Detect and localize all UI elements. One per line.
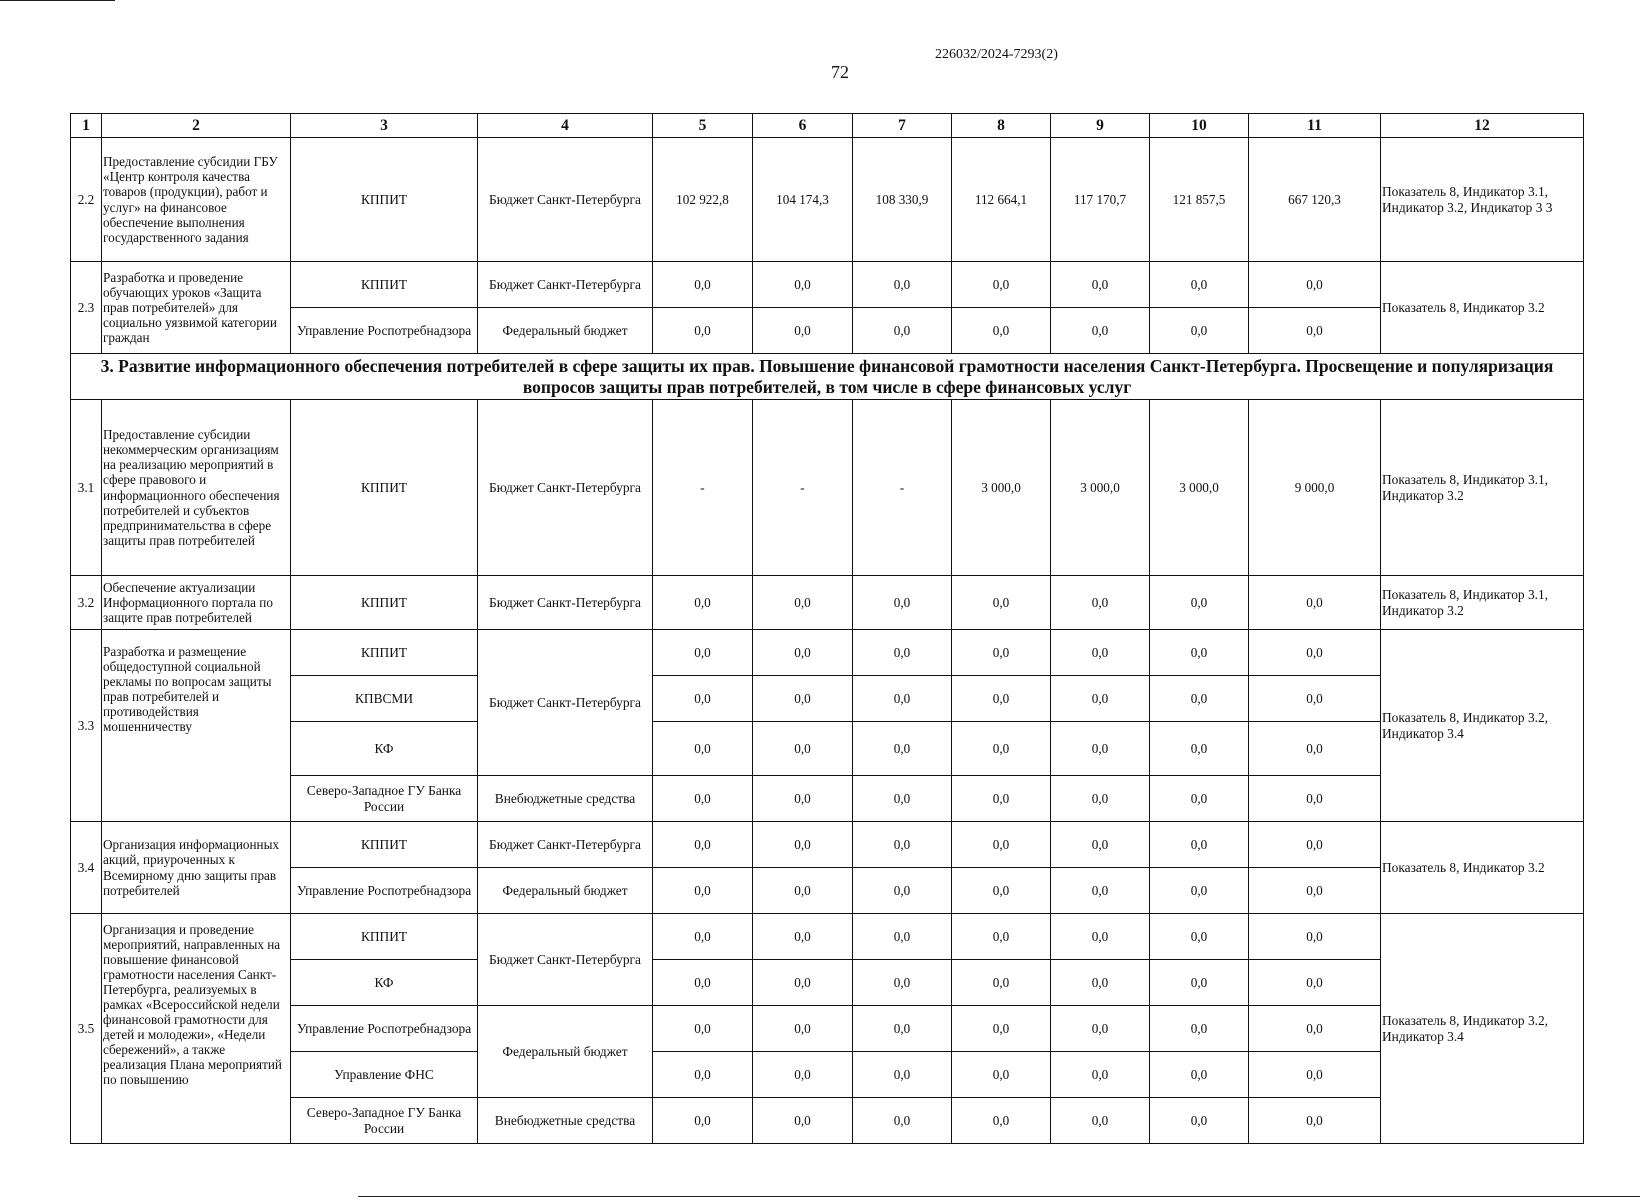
indicator-cell: Показатель 8, Индикатор 3.2, Индикатор 3.4 <box>1381 630 1584 822</box>
value-cell: 3 000,0 <box>952 400 1051 576</box>
col-header: 10 <box>1150 114 1249 138</box>
value-cell: 0,0 <box>653 676 753 722</box>
value-cell: 0,0 <box>1051 262 1150 308</box>
bottom-rule <box>358 1196 1640 1197</box>
value-cell: 0,0 <box>853 1006 952 1052</box>
value-cell: 0,0 <box>753 1006 853 1052</box>
executor: КППИТ <box>291 576 478 630</box>
value-cell: 0,0 <box>1150 262 1249 308</box>
value-cell: 0,0 <box>853 868 952 914</box>
value-cell: 0,0 <box>753 630 853 676</box>
funding-source: Бюджет Санкт-Петербурга <box>478 576 653 630</box>
section-row <box>71 354 1584 400</box>
value-cell: 0,0 <box>853 822 952 868</box>
value-cell: 104 174,3 <box>753 138 853 262</box>
table-row <box>71 400 1584 576</box>
value-cell: 0,0 <box>1150 676 1249 722</box>
value-cell: 0,0 <box>753 676 853 722</box>
value-cell: 0,0 <box>952 722 1051 776</box>
value-cell: 0,0 <box>1150 822 1249 868</box>
value-cell: 0,0 <box>753 722 853 776</box>
header-row <box>71 114 1584 138</box>
value-cell: 0,0 <box>853 914 952 960</box>
funding-source: Федеральный бюджет <box>478 868 653 914</box>
value-cell: 0,0 <box>1051 308 1150 354</box>
executor: КППИТ <box>291 400 478 576</box>
table-row <box>71 960 1584 1006</box>
col-header: 2 <box>102 114 291 138</box>
executor: КФ <box>291 960 478 1006</box>
value-cell: 0,0 <box>753 822 853 868</box>
row-number: 3.2 <box>71 576 102 630</box>
value-cell: 0,0 <box>1150 308 1249 354</box>
value-cell: 3 000,0 <box>1150 400 1249 576</box>
value-cell: 0,0 <box>753 262 853 308</box>
value-cell: 0,0 <box>1051 868 1150 914</box>
value-cell: 0,0 <box>1150 630 1249 676</box>
value-cell: 3 000,0 <box>1051 400 1150 576</box>
indicator-cell: Показатель 8, Индикатор 3.1, Индикатор 3.2, Индикатор 3 3 <box>1381 138 1584 262</box>
activity-description: Разработка и размещение общедоступной социальной рекламы по вопросам защиты прав потребителей и противодействия мошенничеству <box>102 630 291 822</box>
funding-source: Бюджет Санкт-Петербурга <box>478 262 653 308</box>
table-row <box>71 1098 1584 1144</box>
table-row <box>71 630 1584 676</box>
value-cell: 0,0 <box>853 630 952 676</box>
value-cell: 0,0 <box>1249 576 1381 630</box>
executor: КПВСМИ <box>291 676 478 722</box>
value-cell: 667 120,3 <box>1249 138 1381 262</box>
table-row <box>71 1052 1584 1098</box>
value-cell: 0,0 <box>753 914 853 960</box>
value-cell: 121 857,5 <box>1150 138 1249 262</box>
value-cell: 0,0 <box>1249 262 1381 308</box>
executor: Управление Роспотребнадзора <box>291 308 478 354</box>
executor: КППИТ <box>291 822 478 868</box>
value-cell: 0,0 <box>1150 1098 1249 1144</box>
value-cell: 0,0 <box>1249 868 1381 914</box>
document-id: 226032/2024-7293(2) <box>935 47 1058 62</box>
value-cell: 0,0 <box>952 1098 1051 1144</box>
value-cell: 0,0 <box>952 676 1051 722</box>
value-cell: 0,0 <box>853 776 952 822</box>
activity-description: Разработка и проведение обучающих уроков «Защита прав потребителей» для социально уязвимой категории граждан <box>102 262 291 354</box>
table-row <box>71 1006 1584 1052</box>
value-cell: 0,0 <box>853 722 952 776</box>
value-cell: 102 922,8 <box>653 138 753 262</box>
executor: КППИТ <box>291 262 478 308</box>
value-cell: 0,0 <box>1051 914 1150 960</box>
value-cell: 0,0 <box>1249 1052 1381 1098</box>
executor: Управление Роспотребнадзора <box>291 868 478 914</box>
value-cell: 0,0 <box>753 576 853 630</box>
col-header: 11 <box>1249 114 1381 138</box>
value-cell: 0,0 <box>1249 822 1381 868</box>
value-cell: 0,0 <box>753 308 853 354</box>
col-header: 3 <box>291 114 478 138</box>
value-cell: 0,0 <box>1150 1052 1249 1098</box>
activity-description: Организация информационных акций, приуроченных к Всемирному дню защиты прав потребителей <box>102 822 291 914</box>
value-cell: 0,0 <box>753 1052 853 1098</box>
row-number: 3.5 <box>71 914 102 1144</box>
value-cell: 0,0 <box>853 262 952 308</box>
value-cell: 108 330,9 <box>853 138 952 262</box>
page-number: 72 <box>831 62 849 82</box>
row-number: 3.3 <box>71 630 102 822</box>
value-cell: 0,0 <box>1249 914 1381 960</box>
value-cell: 0,0 <box>1051 576 1150 630</box>
table-row <box>71 676 1584 722</box>
funding-source: Внебюджетные средства <box>478 1098 653 1144</box>
value-cell: 0,0 <box>1249 722 1381 776</box>
value-cell: 0,0 <box>853 676 952 722</box>
value-cell: 0,0 <box>653 822 753 868</box>
value-cell: 0,0 <box>753 1098 853 1144</box>
value-cell: 0,0 <box>1051 960 1150 1006</box>
value-cell: 0,0 <box>952 630 1051 676</box>
value-cell: 0,0 <box>653 630 753 676</box>
value-cell: 0,0 <box>1249 1006 1381 1052</box>
value-cell: 0,0 <box>753 868 853 914</box>
funding-source: Бюджет Санкт-Петербурга <box>478 400 653 576</box>
value-cell: 0,0 <box>653 960 753 1006</box>
indicator-cell: Показатель 8, Индикатор 3.1, Индикатор 3.2 <box>1381 576 1584 630</box>
value-cell: 0,0 <box>1150 960 1249 1006</box>
indicator-cell: Показатель 8, Индикатор 3.2 <box>1381 822 1584 914</box>
value-cell: 0,0 <box>753 776 853 822</box>
value-cell: 0,0 <box>853 308 952 354</box>
top-rule <box>0 0 115 1</box>
funding-source: Внебюджетные средства <box>478 776 653 822</box>
value-cell: 0,0 <box>952 822 1051 868</box>
value-cell: 0,0 <box>1051 1006 1150 1052</box>
value-cell: 112 664,1 <box>952 138 1051 262</box>
col-header: 9 <box>1051 114 1150 138</box>
value-cell: - <box>753 400 853 576</box>
value-cell: 0,0 <box>1150 576 1249 630</box>
value-cell: 0,0 <box>1051 1052 1150 1098</box>
value-cell: 0,0 <box>1051 822 1150 868</box>
value-cell: 0,0 <box>952 868 1051 914</box>
executor: КППИТ <box>291 138 478 262</box>
value-cell: 0,0 <box>653 722 753 776</box>
funding-source: Бюджет Санкт-Петербурга <box>478 914 653 1006</box>
value-cell: 0,0 <box>653 776 753 822</box>
value-cell: 9 000,0 <box>1249 400 1381 576</box>
row-number: 3.4 <box>71 822 102 914</box>
value-cell: 0,0 <box>1051 676 1150 722</box>
indicator-cell: Показатель 8, Индикатор 3.1, Индикатор 3.2 <box>1381 400 1584 576</box>
value-cell: 0,0 <box>952 262 1051 308</box>
table-row <box>71 576 1584 630</box>
table-row <box>71 138 1584 262</box>
executor: Северо-Западное ГУ Банка России <box>291 1098 478 1144</box>
row-number: 2.3 <box>71 262 102 354</box>
row-number: 2.2 <box>71 138 102 262</box>
value-cell: 0,0 <box>1249 960 1381 1006</box>
value-cell: - <box>853 400 952 576</box>
executor: Северо-Западное ГУ Банка России <box>291 776 478 822</box>
value-cell: 0,0 <box>952 576 1051 630</box>
value-cell: 0,0 <box>653 576 753 630</box>
executor: Управление ФНС <box>291 1052 478 1098</box>
activity-description: Обеспечение актуализации Информационного портала по защите прав потребителей <box>102 576 291 630</box>
executor: КППИТ <box>291 630 478 676</box>
value-cell: 0,0 <box>1249 676 1381 722</box>
row-number: 3.1 <box>71 400 102 576</box>
value-cell: 0,0 <box>853 1098 952 1144</box>
table-row <box>71 822 1584 868</box>
value-cell: 0,0 <box>653 1052 753 1098</box>
section-heading: 3. Развитие информационного обеспечения потребителей в сфере защиты их прав. Повышение финансовой грамотности населения Санкт-Петербурга. Просвещение и популяризация вопросов защиты прав потребителей, в том числе в сфере финансовых услуг <box>71 354 1584 400</box>
value-cell: 0,0 <box>853 576 952 630</box>
table-row <box>71 914 1584 960</box>
executor: Управление Роспотребнадзора <box>291 1006 478 1052</box>
value-cell: 0,0 <box>653 262 753 308</box>
value-cell: 0,0 <box>1249 776 1381 822</box>
executor: КФ <box>291 722 478 776</box>
value-cell: 0,0 <box>952 960 1051 1006</box>
activity-description: Организация и проведение мероприятий, направленных на повышение финансовой грамотности населения Санкт-Петербурга, реализуемых в рамках «Всероссийской недели финансовой грамотности для детей и молодежи», «Недели сбережений», а также реализация Плана мероприятий по повышению <box>102 914 291 1144</box>
value-cell: 0,0 <box>1249 1098 1381 1144</box>
value-cell: - <box>653 400 753 576</box>
funding-source: Федеральный бюджет <box>478 1006 653 1098</box>
program-table <box>70 113 1584 1144</box>
funding-source: Федеральный бюджет <box>478 308 653 354</box>
funding-source: Бюджет Санкт-Петербурга <box>478 138 653 262</box>
value-cell: 0,0 <box>952 308 1051 354</box>
value-cell: 0,0 <box>653 914 753 960</box>
value-cell: 0,0 <box>952 1006 1051 1052</box>
value-cell: 0,0 <box>1150 722 1249 776</box>
value-cell: 0,0 <box>952 914 1051 960</box>
value-cell: 0,0 <box>1051 776 1150 822</box>
value-cell: 0,0 <box>1249 308 1381 354</box>
value-cell: 0,0 <box>1150 868 1249 914</box>
table-row <box>71 868 1584 914</box>
col-header: 7 <box>853 114 952 138</box>
col-header: 6 <box>753 114 853 138</box>
funding-source: Бюджет Санкт-Петербурга <box>478 822 653 868</box>
value-cell: 0,0 <box>853 1052 952 1098</box>
value-cell: 0,0 <box>1051 722 1150 776</box>
table-row <box>71 722 1584 776</box>
activity-description: Предоставление субсидии ГБУ «Центр контроля качества товаров (продукции), работ и услуг» на финансовое обеспечение выполнения государственного задания <box>102 138 291 262</box>
value-cell: 0,0 <box>952 1052 1051 1098</box>
value-cell: 0,0 <box>952 776 1051 822</box>
table-row <box>71 308 1584 354</box>
indicator-cell: Показатель 8, Индикатор 3.2, Индикатор 3.4 <box>1381 914 1584 1144</box>
indicator-cell: Показатель 8, Индикатор 3.2 <box>1381 262 1584 354</box>
col-header: 1 <box>71 114 102 138</box>
table-row <box>71 776 1584 822</box>
value-cell: 0,0 <box>753 960 853 1006</box>
value-cell: 0,0 <box>1150 914 1249 960</box>
value-cell: 0,0 <box>1249 630 1381 676</box>
value-cell: 117 170,7 <box>1051 138 1150 262</box>
executor: КППИТ <box>291 914 478 960</box>
value-cell: 0,0 <box>1150 776 1249 822</box>
value-cell: 0,0 <box>653 868 753 914</box>
col-header: 12 <box>1381 114 1584 138</box>
value-cell: 0,0 <box>653 1006 753 1052</box>
value-cell: 0,0 <box>653 308 753 354</box>
col-header: 4 <box>478 114 653 138</box>
value-cell: 0,0 <box>653 1098 753 1144</box>
funding-source: Бюджет Санкт-Петербурга <box>478 630 653 776</box>
col-header: 8 <box>952 114 1051 138</box>
value-cell: 0,0 <box>853 960 952 1006</box>
activity-description: Предоставление субсидии некоммерческим организациям на реализацию мероприятий в сфере правового и информационного обеспечения потребителей и субъектов предпринимательства в сфере защиты прав потребителей <box>102 400 291 576</box>
value-cell: 0,0 <box>1051 1098 1150 1144</box>
table-row <box>71 262 1584 308</box>
value-cell: 0,0 <box>1051 630 1150 676</box>
col-header: 5 <box>653 114 753 138</box>
value-cell: 0,0 <box>1150 1006 1249 1052</box>
